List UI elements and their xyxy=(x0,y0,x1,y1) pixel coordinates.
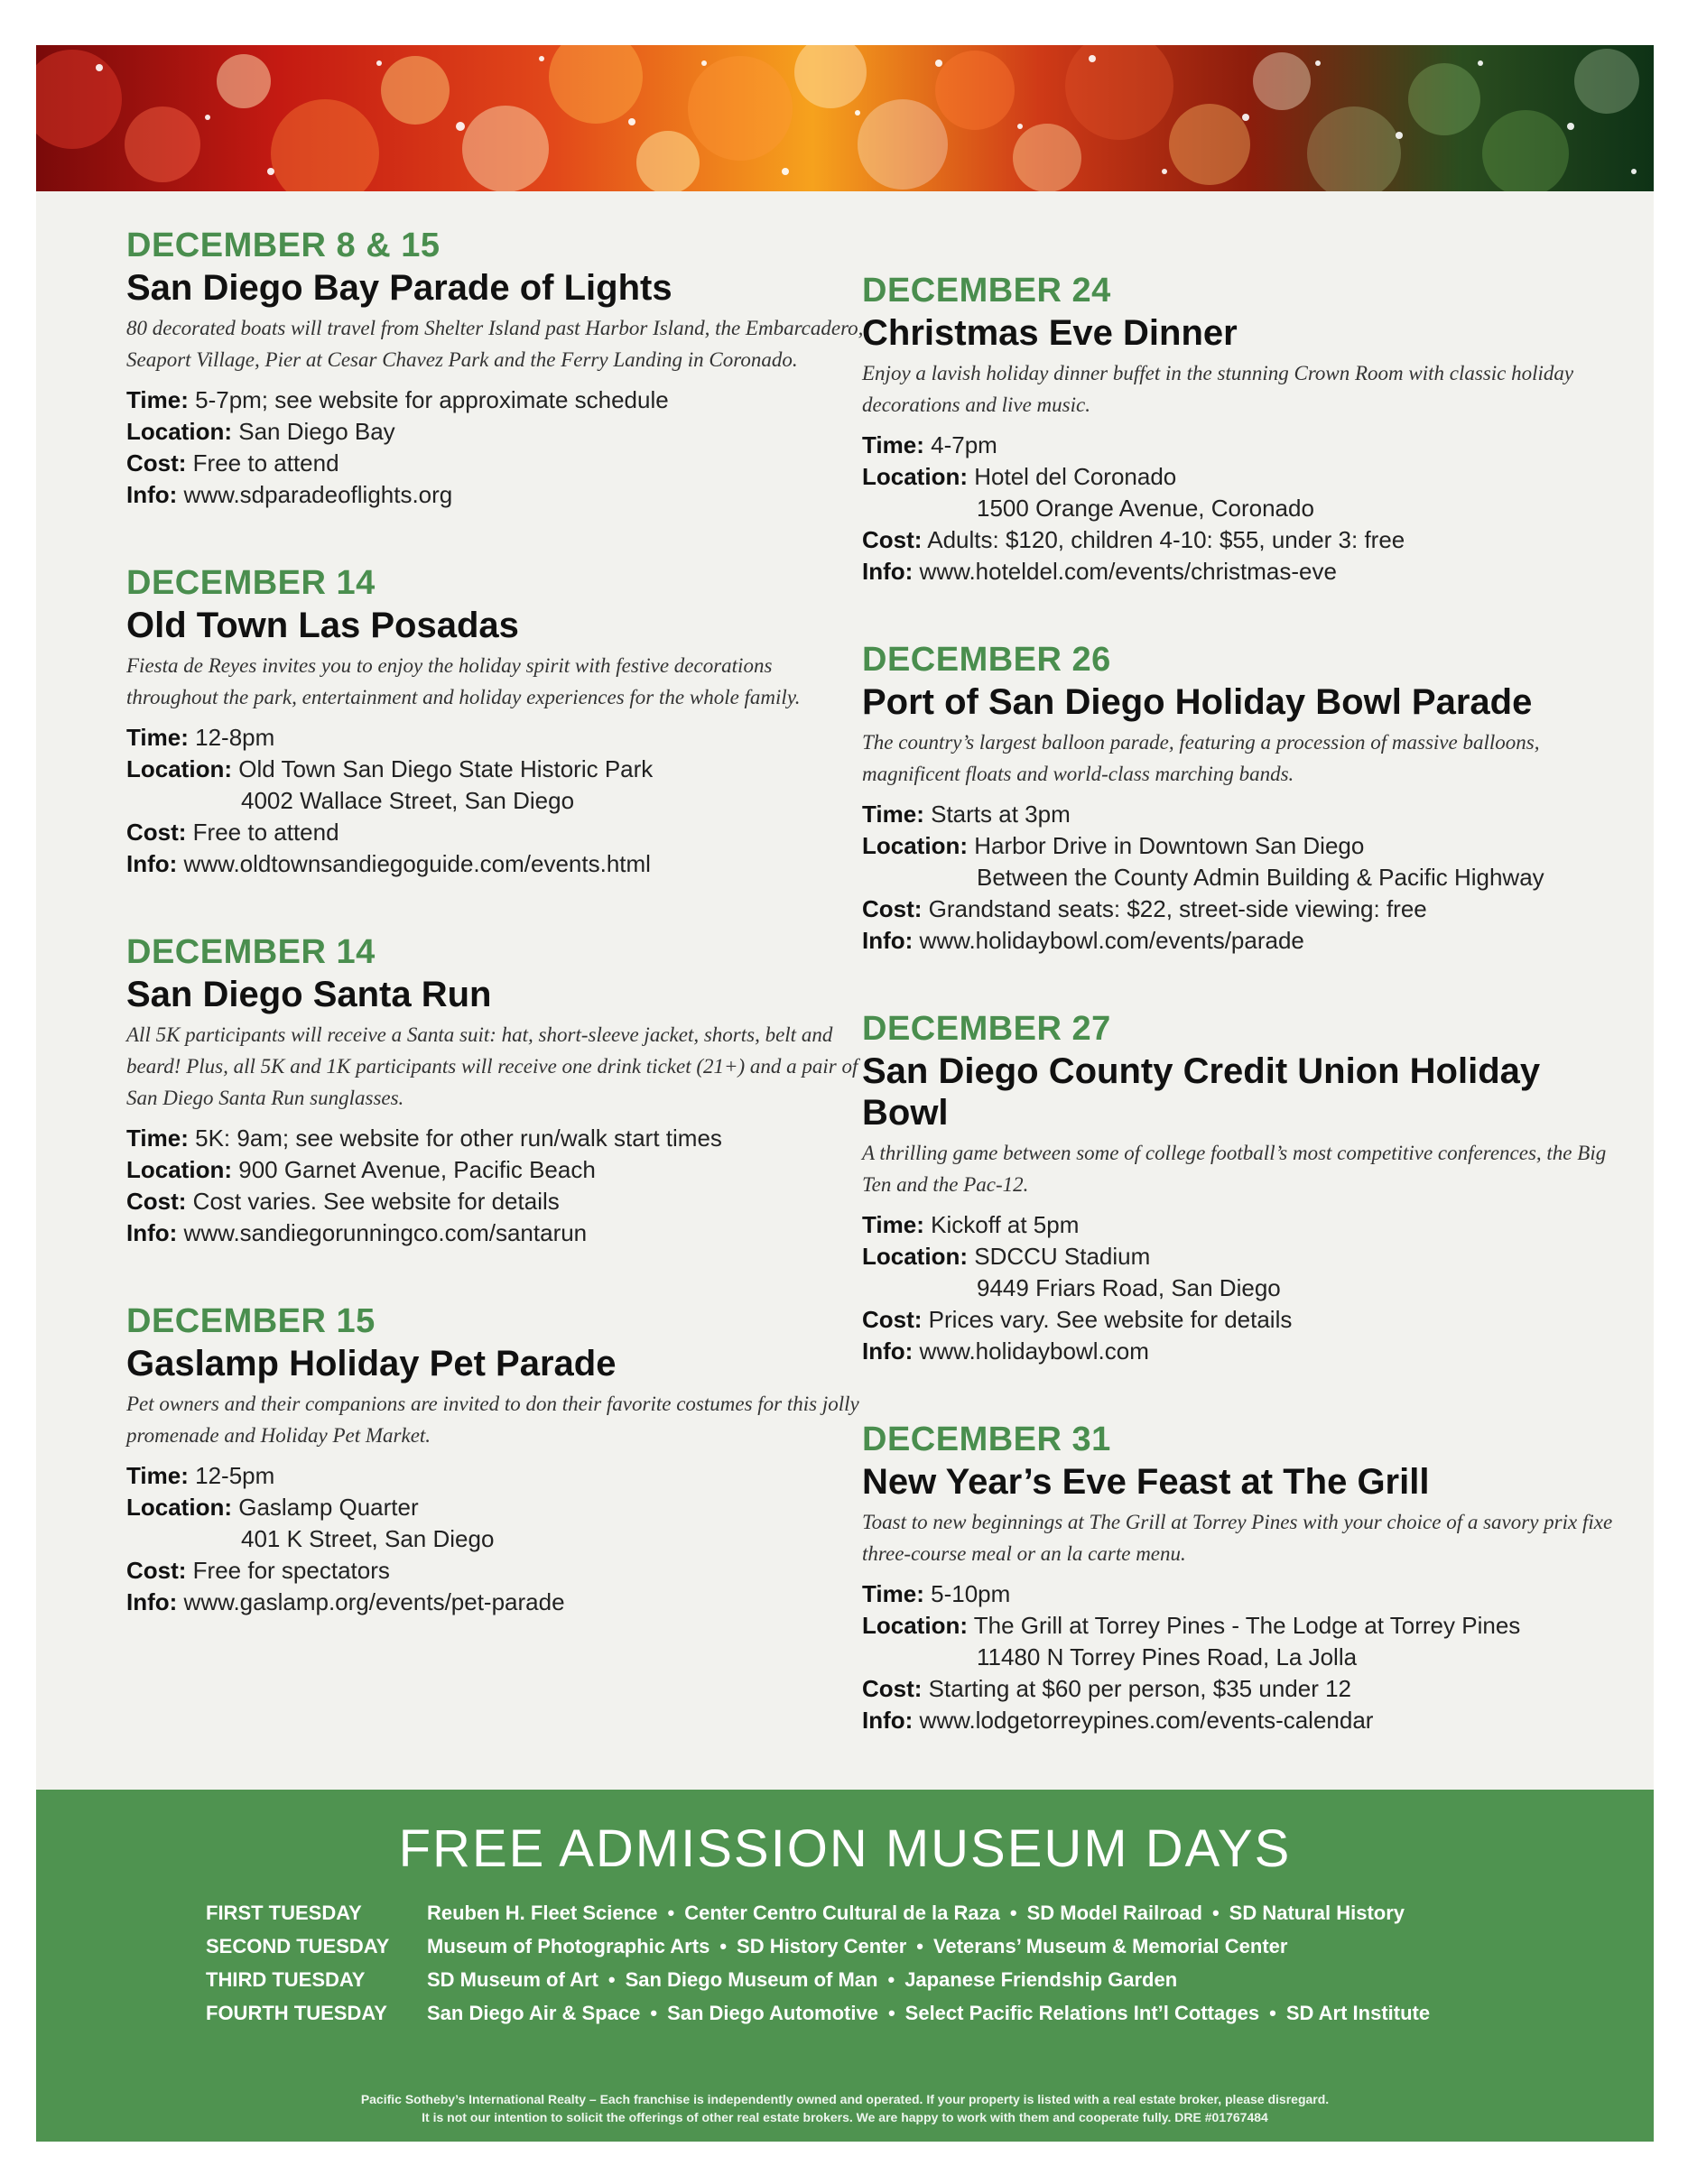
event-location xyxy=(862,1610,1620,1673)
cost-label: Cost: xyxy=(862,895,923,922)
museum-name: Japanese Friendship Garden xyxy=(904,1967,1178,1991)
cost-label: Cost: xyxy=(862,1675,923,1702)
event-location xyxy=(862,461,1620,524)
time-value: 12-8pm xyxy=(195,724,275,751)
time-value: 5-7pm; see website for approximate schedule xyxy=(195,386,669,413)
event-info xyxy=(862,1705,1620,1736)
event-cost xyxy=(126,1186,867,1217)
info-link[interactable]: www.oldtownsandiegoguide.com/events.html xyxy=(183,850,651,877)
event-location xyxy=(126,416,867,448)
event-date: DECEMBER 15 xyxy=(126,1302,376,1340)
time-value: Starts at 3pm xyxy=(931,800,1071,828)
event-block xyxy=(126,226,867,511)
info-link[interactable]: www.lodgetorreypines.com/events-calendar xyxy=(919,1707,1374,1734)
bullet-separator: • xyxy=(1009,1901,1017,1924)
location-address: 401 K Street, San Diego xyxy=(241,1525,495,1552)
event-time xyxy=(862,1209,1620,1241)
time-value: 5-10pm xyxy=(931,1580,1011,1607)
event-info xyxy=(126,1217,867,1249)
location-address: 11480 N Torrey Pines Road, La Jolla xyxy=(977,1643,1358,1670)
event-date: DECEMBER 27 xyxy=(862,1010,1111,1048)
info-label: Info: xyxy=(862,1707,914,1734)
event-location xyxy=(126,1154,867,1186)
event-info xyxy=(126,479,867,511)
event-date: DECEMBER 24 xyxy=(862,272,1111,310)
museum-name: SD Art Institute xyxy=(1285,2001,1431,2024)
time-label: Time: xyxy=(126,724,189,751)
time-label: Time: xyxy=(862,431,924,458)
holiday-lights-banner xyxy=(36,45,1654,191)
event-block xyxy=(126,563,867,880)
left-events-column xyxy=(126,226,867,1670)
event-info xyxy=(126,848,867,880)
event-description: Toast to new beginnings at The Grill at Torrey Pines with your choice of a savory prix fixe three-course meal or an la carte menu. xyxy=(862,1511,1613,1565)
event-date: DECEMBER 31 xyxy=(862,1421,1111,1458)
event-cost xyxy=(126,817,867,848)
event-cost xyxy=(862,524,1620,556)
cost-label: Cost: xyxy=(126,449,187,477)
event-location xyxy=(862,1241,1620,1304)
museum-list xyxy=(427,1935,1287,1958)
cost-label: Cost: xyxy=(126,1188,187,1215)
info-link[interactable]: www.sdparadeoflights.org xyxy=(183,481,453,508)
disclaimer-line: It is not our intention to solicit the offerings of other real estate brokers. We are happy to work with them and cooperate fully. DRE #01767484 xyxy=(422,2110,1268,2124)
info-label: Info: xyxy=(126,1588,178,1615)
event-time xyxy=(862,1578,1620,1610)
location-value: San Diego Bay xyxy=(238,418,395,445)
location-label: Location: xyxy=(862,463,968,490)
event-info xyxy=(862,925,1620,957)
time-label: Time: xyxy=(862,1580,924,1607)
museum-list xyxy=(427,2002,1430,2025)
info-label: Info: xyxy=(862,558,914,585)
museum-day: THIRD TUESDAY xyxy=(206,1967,366,1991)
cost-label: Cost: xyxy=(862,1306,923,1333)
museum-list xyxy=(427,1968,1177,1992)
location-address: 4002 Wallace Street, San Diego xyxy=(241,787,575,814)
bullet-separator: • xyxy=(650,2001,658,2024)
time-value: Kickoff at 5pm xyxy=(931,1211,1080,1238)
event-info xyxy=(126,1587,867,1618)
bullet-separator: • xyxy=(916,1934,923,1957)
time-value: 12-5pm xyxy=(195,1462,275,1489)
info-label: Info: xyxy=(862,927,914,954)
location-value: Old Town San Diego State Historic Park xyxy=(238,755,654,782)
location-label: Location: xyxy=(862,832,968,859)
event-title: Old Town Las Posadas xyxy=(126,606,519,645)
event-title: San Diego Bay Parade of Lights xyxy=(126,268,672,308)
info-link[interactable]: www.gaslamp.org/events/pet-parade xyxy=(183,1588,565,1615)
museum-name: Reuben H. Fleet Science xyxy=(427,1901,658,1924)
event-title: San Diego Santa Run xyxy=(126,975,492,1014)
cost-label: Cost: xyxy=(126,819,187,846)
location-label: Location: xyxy=(126,418,232,445)
museum-name: SD Museum of Art xyxy=(427,1967,598,1991)
museum-name: Center Centro Cultural de la Raza xyxy=(684,1901,1000,1924)
location-label: Location: xyxy=(862,1612,968,1639)
museum-day: FOURTH TUESDAY xyxy=(206,2001,387,2024)
cost-value: Cost varies. See website for details xyxy=(192,1188,560,1215)
right-events-column xyxy=(862,271,1620,1789)
location-value: Hotel del Coronado xyxy=(974,463,1177,490)
event-block xyxy=(126,1301,867,1618)
event-description: A thrilling game between some of college football’s most competitive conferences, the Big Ten and the Pac-12. xyxy=(862,1142,1607,1196)
cost-value: Free to attend xyxy=(192,449,339,477)
flyer-page xyxy=(36,45,1654,2142)
event-location xyxy=(126,1492,867,1555)
event-block xyxy=(862,640,1620,957)
museum-day: SECOND TUESDAY xyxy=(206,1934,390,1957)
museum-row xyxy=(206,1996,1560,2030)
info-label: Info: xyxy=(126,850,178,877)
location-address: Between the County Admin Building & Pacific Highway xyxy=(977,864,1544,891)
bullet-separator: • xyxy=(607,1967,616,1991)
info-link[interactable]: www.hoteldel.com/events/christmas-eve xyxy=(919,558,1337,585)
event-time xyxy=(862,430,1620,461)
museum-list xyxy=(427,1902,1405,1925)
time-label: Time: xyxy=(126,1124,189,1152)
event-cost xyxy=(862,1304,1620,1336)
event-title: Port of San Diego Holiday Bowl Parade xyxy=(862,682,1533,722)
event-description: Pet owners and their companions are invited to don their favorite costumes for this jolly promenade and Holiday Pet Market. xyxy=(126,1393,859,1447)
event-cost xyxy=(126,448,867,479)
location-label: Location: xyxy=(126,1156,232,1183)
location-value: Harbor Drive in Downtown San Diego xyxy=(974,832,1365,859)
info-link[interactable]: www.sandiegorunningco.com/santarun xyxy=(183,1219,588,1246)
event-description: All 5K participants will receive a Santa suit: hat, short-sleeve jacket, shorts, belt and beard! Plus, all 5K and 1K participants will receive one drink ticket (21+) and a pair of San Diego Santa Run sunglasses. xyxy=(126,1023,858,1109)
event-cost xyxy=(862,1673,1620,1705)
bullet-separator: • xyxy=(667,1901,675,1924)
time-value: 4-7pm xyxy=(931,431,997,458)
bullet-separator: • xyxy=(887,2001,895,2024)
cost-value: Free to attend xyxy=(192,819,339,846)
museum-name: Museum of Photographic Arts xyxy=(427,1934,710,1957)
museum-row xyxy=(206,1896,1560,1930)
museum-name: SD Model Railroad xyxy=(1026,1901,1202,1924)
event-date: DECEMBER 14 xyxy=(126,564,376,602)
event-title: New Year’s Eve Feast at The Grill xyxy=(862,1462,1430,1502)
legal-disclaimer xyxy=(36,2090,1654,2126)
event-cost xyxy=(862,893,1620,925)
museum-days-section xyxy=(36,1790,1654,2142)
cost-value: Adults: $120, children 4-10: $55, under 3: free xyxy=(927,526,1405,553)
event-block xyxy=(862,1009,1620,1367)
museum-name: Veterans’ Museum & Memorial Center xyxy=(933,1934,1288,1957)
event-block xyxy=(862,271,1620,588)
time-label: Time: xyxy=(862,1211,924,1238)
event-title: Gaslamp Holiday Pet Parade xyxy=(126,1344,617,1384)
museum-day: FIRST TUESDAY xyxy=(206,1901,362,1924)
event-location xyxy=(126,754,867,817)
cost-value: Prices vary. See website for details xyxy=(928,1306,1293,1333)
event-description: 80 decorated boats will travel from Shelter Island past Harbor Island, the Embarcadero, Seaport Village, Pier at Cesar Chavez Park and the Ferry Landing in Coronado. xyxy=(126,317,864,371)
museum-row xyxy=(206,1930,1560,1963)
cost-label: Cost: xyxy=(126,1557,187,1584)
location-value: 900 Garnet Avenue, Pacific Beach xyxy=(238,1156,596,1183)
event-date: DECEMBER 26 xyxy=(862,641,1111,679)
event-date: DECEMBER 14 xyxy=(126,933,376,971)
bokeh-lights-image xyxy=(36,45,1654,191)
event-location xyxy=(862,830,1620,893)
location-label: Location: xyxy=(862,1243,968,1270)
cost-value: Free for spectators xyxy=(192,1557,390,1584)
event-description: The country’s largest balloon parade, featuring a procession of massive balloons, magnificent floats and world-class marching bands. xyxy=(862,731,1540,785)
disclaimer-line: Pacific Sotheby’s International Realty – Each franchise is independently owned and operated. If your property is listed with a real estate broker, please disregard. xyxy=(360,2092,1330,2106)
event-title: Christmas Eve Dinner xyxy=(862,313,1238,353)
info-link[interactable]: www.holidaybowl.com/events/parade xyxy=(919,927,1304,954)
event-description: Enjoy a lavish holiday dinner buffet in the stunning Crown Room with classic holiday decorations and live music. xyxy=(862,362,1574,416)
event-description: Fiesta de Reyes invites you to enjoy the holiday spirit with festive decorations throughout the park, entertainment and holiday experiences for the whole family. xyxy=(126,654,801,708)
event-date: DECEMBER 8 & 15 xyxy=(126,227,441,264)
event-time xyxy=(126,1123,867,1154)
museum-row xyxy=(206,1963,1560,1996)
museum-days-list xyxy=(206,1896,1560,2030)
event-info xyxy=(862,1336,1620,1367)
info-link[interactable]: www.holidaybowl.com xyxy=(919,1337,1149,1365)
location-address: 1500 Orange Avenue, Coronado xyxy=(977,495,1314,522)
event-block xyxy=(862,1420,1620,1736)
location-value: Gaslamp Quarter xyxy=(238,1494,419,1521)
location-value: SDCCU Stadium xyxy=(974,1243,1151,1270)
cost-value: Starting at $60 per person, $35 under 12 xyxy=(928,1675,1352,1702)
museum-days-heading: FREE ADMISSION MUSEUM DAYS xyxy=(398,1819,1292,1878)
event-time xyxy=(126,1460,867,1492)
cost-value: Grandstand seats: $22, street-side viewing: free xyxy=(928,895,1427,922)
event-time xyxy=(862,799,1620,830)
museum-name: SD History Center xyxy=(737,1934,907,1957)
info-label: Info: xyxy=(126,1219,178,1246)
time-label: Time: xyxy=(126,386,189,413)
museum-name: San Diego Museum of Man xyxy=(625,1967,878,1991)
museum-name: San Diego Automotive xyxy=(667,2001,878,2024)
cost-label: Cost: xyxy=(862,526,923,553)
bullet-separator: • xyxy=(1269,2001,1276,2024)
museum-name: SD Natural History xyxy=(1229,1901,1405,1924)
event-block xyxy=(126,932,867,1249)
event-cost xyxy=(126,1555,867,1587)
museum-name: San Diego Air & Space xyxy=(427,2001,641,2024)
museum-name: Select Pacific Relations Int’l Cottages xyxy=(904,2001,1260,2024)
bullet-separator: • xyxy=(719,1934,728,1957)
event-title: San Diego County Credit Union Holiday Bowl xyxy=(862,1051,1541,1133)
bullet-separator: • xyxy=(1211,1901,1220,1924)
event-info xyxy=(862,556,1620,588)
location-value: The Grill at Torrey Pines - The Lodge at Torrey Pines xyxy=(973,1612,1521,1639)
event-time xyxy=(126,384,867,416)
location-address: 9449 Friars Road, San Diego xyxy=(977,1274,1281,1301)
info-label: Info: xyxy=(862,1337,914,1365)
location-label: Location: xyxy=(126,755,232,782)
time-label: Time: xyxy=(126,1462,189,1489)
time-value: 5K: 9am; see website for other run/walk start times xyxy=(195,1124,722,1152)
location-label: Location: xyxy=(126,1494,232,1521)
time-label: Time: xyxy=(862,800,924,828)
bullet-separator: • xyxy=(887,1967,895,1991)
info-label: Info: xyxy=(126,481,178,508)
event-time xyxy=(126,722,867,754)
